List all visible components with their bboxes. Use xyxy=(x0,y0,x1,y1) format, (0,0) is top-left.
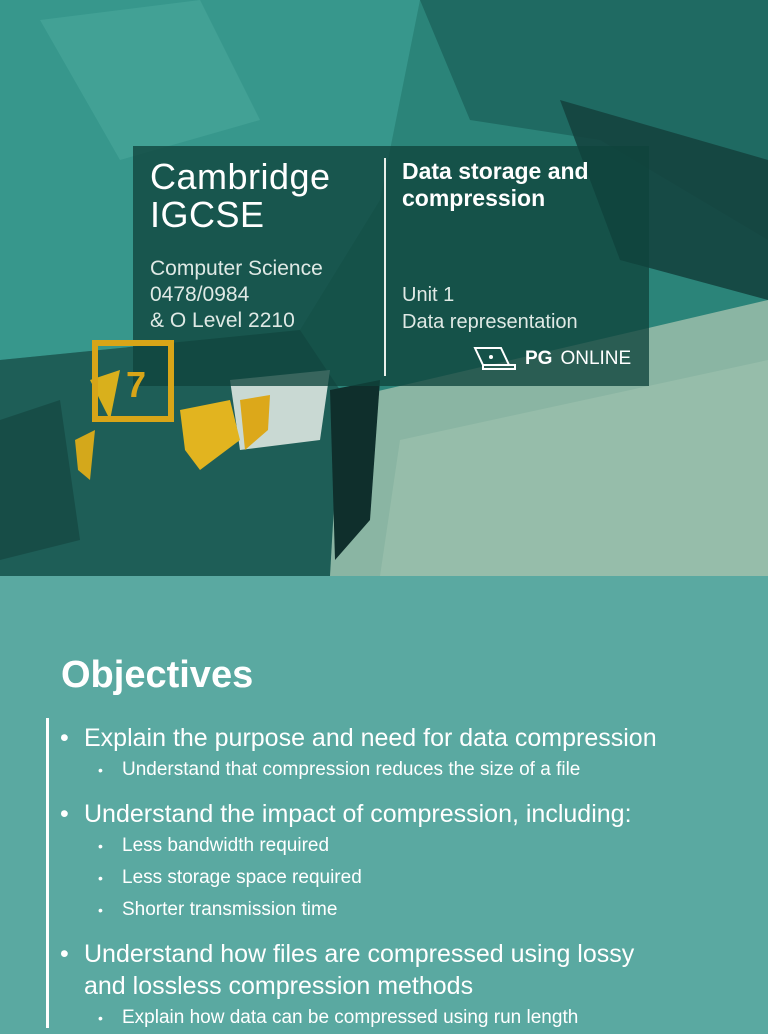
objective-subtext: Understand that compression reduces the size of a file xyxy=(122,759,581,780)
slide-title: Data storage and compression xyxy=(402,158,589,211)
objective-item xyxy=(60,798,750,830)
objective-subtext: Shorter transmission time xyxy=(122,899,338,920)
objective-text: Understand the impact of compression, including: xyxy=(84,800,632,828)
course-info xyxy=(150,256,380,334)
bullet-icon: • xyxy=(98,762,103,778)
objective-text-line-1: Understand how files are compressed using lossy xyxy=(84,940,635,968)
brand-name xyxy=(150,158,375,234)
objectives-slide xyxy=(0,576,768,1028)
laptop-icon xyxy=(471,345,517,373)
bullet-icon: • xyxy=(60,724,69,752)
course-line-2: 0478/0984 xyxy=(150,283,250,306)
unit-name: Data representation xyxy=(402,311,578,333)
chapter-number-box xyxy=(92,340,174,422)
bullet-icon: • xyxy=(98,870,103,886)
bullet-icon: • xyxy=(98,1010,103,1026)
unit-info xyxy=(402,282,642,336)
objective-subitem xyxy=(60,894,750,926)
title-panel xyxy=(133,146,649,386)
objective-subitem xyxy=(60,830,750,862)
objective-text-line-2: and lossless compression methods xyxy=(84,972,474,1000)
unit-number: Unit 1 xyxy=(402,284,455,306)
objective-subitem xyxy=(60,862,750,894)
objectives-list xyxy=(60,722,750,1034)
bullet-icon: • xyxy=(60,940,69,968)
objective-subtext: Explain how data can be compressed using run length xyxy=(122,1007,579,1028)
objective-item xyxy=(60,722,750,754)
objective-subtext: Less storage space required xyxy=(122,867,362,888)
course-line-3: & O Level 2210 xyxy=(150,309,295,332)
brand-line-2: IGCSE xyxy=(150,194,265,235)
objectives-title: Objectives xyxy=(61,654,254,696)
objective-text: Explain the purpose and need for data compression xyxy=(84,724,657,752)
chapter-number: 7 xyxy=(126,364,147,405)
logo-pg-text: PG xyxy=(525,348,553,369)
objectives-left-rule xyxy=(46,718,49,1028)
bullet-icon: • xyxy=(60,800,69,828)
objective-subitem xyxy=(60,754,750,786)
bullet-icon: • xyxy=(98,902,103,918)
course-line-1: Computer Science xyxy=(150,257,323,280)
objective-subitem xyxy=(60,1002,750,1034)
logo-online-text: ONLINE xyxy=(560,348,632,369)
brand-line-1: Cambridge xyxy=(150,156,331,197)
pg-online-logo xyxy=(471,344,631,374)
objective-subtext: Less bandwidth required xyxy=(122,835,330,856)
panel-divider xyxy=(384,158,386,376)
objective-item xyxy=(60,938,750,1002)
bullet-icon: • xyxy=(98,838,103,854)
